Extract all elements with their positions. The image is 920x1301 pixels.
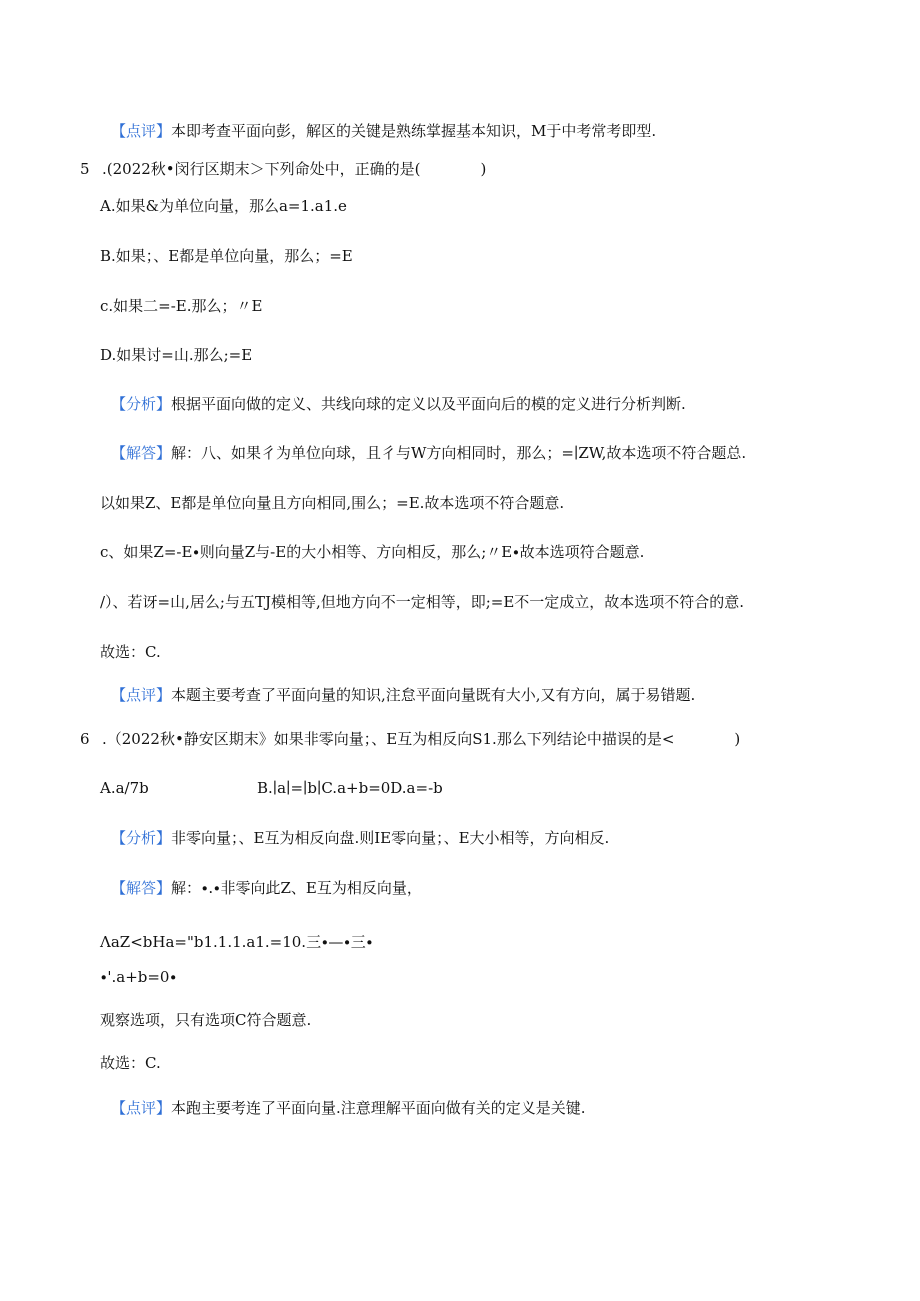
answer-choice bbox=[100, 642, 161, 662]
answer-step bbox=[100, 493, 564, 513]
answer-line bbox=[111, 443, 746, 463]
answer-text: 解：∙.∙非零向此Z、E互为相反向量， bbox=[171, 879, 422, 897]
analysis-line bbox=[111, 394, 686, 414]
analysis-tag: 【分析】 bbox=[111, 829, 172, 847]
answer-step bbox=[100, 592, 744, 612]
review-text: 本即考查平面向彭，解区的关键是熟练掌握基本知识，M于中考常考即型. bbox=[171, 122, 657, 140]
question-number: 5 bbox=[80, 160, 90, 178]
review-tag: 【点评】 bbox=[111, 686, 172, 704]
option-text: A.如果&为单位向量，那么a=1.a1.e bbox=[100, 197, 347, 215]
option-text: B.如果；、E都是单位向量，那么；=E bbox=[100, 247, 353, 265]
analysis-text: 非零向量；、E互为相反向盘.则IE零向量；、E大小相等，方向相反. bbox=[171, 829, 610, 847]
review-line bbox=[111, 121, 656, 141]
question-text: .(2022秋•闵行区期末＞下列命处中，正确的是( ) bbox=[102, 160, 487, 178]
answer-step bbox=[100, 967, 177, 987]
review-tag: 【点评】 bbox=[111, 1099, 172, 1117]
option-text: D.如果讨=山.那么;=E bbox=[100, 346, 253, 364]
answer-tag: 【解答】 bbox=[111, 879, 172, 897]
answer-line bbox=[111, 878, 422, 898]
option-d bbox=[100, 345, 252, 365]
option-c bbox=[100, 296, 262, 316]
review-text: 本跑主要考连了平面向量.注意理解平面向做有关的定义是关键. bbox=[171, 1099, 586, 1117]
review-text: 本题主要考查了平面向量的知识,注怠平面向量既有大小,又有方向，属于易错题. bbox=[171, 686, 696, 704]
answer-step-text: ∙'.a+b=0∙ bbox=[100, 968, 177, 986]
options-row bbox=[100, 778, 443, 798]
option-a: A.a/7b bbox=[100, 779, 149, 797]
answer-step-text: 观察选项，只有选项C符合题意. bbox=[100, 1011, 312, 1029]
analysis-line bbox=[111, 828, 609, 848]
analysis-text: 根据平面向做的定义、共线向球的定义以及平面向后的模的定义进行分析判断. bbox=[171, 395, 686, 413]
answer-step-text: c、如果Z=-E∙则向量Z与-E的大小相等、方向相反，那么;〃E∙故本选项符合题意. bbox=[100, 543, 645, 561]
answer-step bbox=[100, 542, 644, 562]
answer-text: 解：八、如果彳为单位向球，且彳与W方向相同时，那么；=∣ZW,故本选项不符合题总. bbox=[171, 444, 747, 462]
analysis-tag: 【分析】 bbox=[111, 395, 172, 413]
option-text: c.如果二=-E.那么；〃E bbox=[100, 297, 263, 315]
question-6-stem bbox=[80, 729, 740, 749]
answer-tag: 【解答】 bbox=[111, 444, 172, 462]
answer-choice bbox=[100, 1053, 161, 1073]
option-b-c-d: B.∣a∣=∣b∣C.a+b=0D.a=-b bbox=[257, 779, 443, 797]
answer-choice-text: 故选：C. bbox=[100, 643, 161, 661]
answer-step-text: 以如果Z、E都是单位向量且方向相同,围么；=E.故本选项不符合题意. bbox=[100, 494, 565, 512]
review-line bbox=[111, 1098, 586, 1118]
review-tag: 【点评】 bbox=[111, 122, 172, 140]
question-number: 6 bbox=[80, 730, 90, 748]
question-text: .（2022秋•静安区期末》如果非零向量；、E互为相反向S1.那么下列结论中描误的是< ) bbox=[102, 730, 741, 748]
answer-step-text: /）、若讶=山,居么;与五TJ模相等,但地方向不一定相等，即;=E不一定成立，故本选项不符合的意. bbox=[100, 593, 745, 611]
answer-step-text: ΛaZ<bHa="b1.1.1.a1.=10.三∙—∙三∙ bbox=[100, 933, 374, 951]
answer-step bbox=[100, 932, 373, 952]
answer-step bbox=[100, 1010, 311, 1030]
review-line bbox=[111, 685, 695, 705]
option-b bbox=[100, 246, 353, 266]
question-5-stem bbox=[80, 159, 486, 179]
option-a bbox=[100, 196, 347, 216]
answer-choice-text: 故选：C. bbox=[100, 1054, 161, 1072]
